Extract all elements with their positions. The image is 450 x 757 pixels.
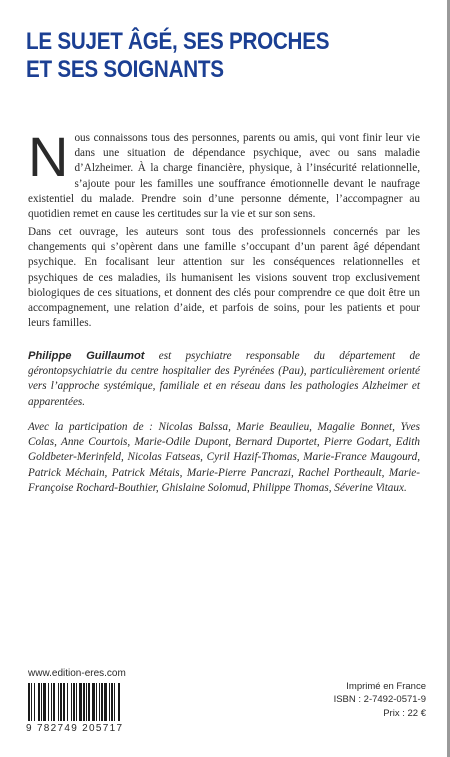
title-line-1: LE SUJET ÂGÉ, SES PROCHES [26,28,330,55]
printed-in: Imprimé en France [346,681,426,692]
contributors-paragraph: Avec la participation de : Nicolas Balssa, Marie Beaulieu, Magalie Bonnet, Yves Colas, Anne Courtois, Marie-Odile Dupont, Bernard Duportet, Pierre Godart, Edith Goldbeter-Merinfeld, Nicolas Fatseas, Cyril Hazif-Thomas, Marie-France Maugourd, Patrick Méchain, Patrick Métais, Marie-Pierre Pancrazi, Rachel Portheault, Marie-Françoise Rochard-Bouthier, Ghislaine Solomud, Philippe Thomas, Séverine Vitaux. [28,421,420,494]
barcode-image [26,683,144,723]
barcode-digits: 9 782749 205717 [26,723,124,734]
summary-paragraph-1-text: ous connaissons tous des personnes, parents ou amis, qui vont finir leur vie dans une situation de dépendance psychique, avec ou sans maladie d’Alzheimer. À la charge financière, physique, à l’insécurité relationnelle, s’ajoute pour les familles une souffrance émotionnelle devant le naufrage existentiel du malade. Prendre soin d’une personne démente, l’accompagner au quotidien remet en cause les certitudes sur la vie et sur son sens. [28,132,420,221]
summary-paragraph-2: Dans cet ouvrage, les auteurs sont tous des professionnels concernés par les changements qui s’opèrent dans une famille s’occupant d’un parent âgé dépendant psychique. En focalisant leur attention sur les conséquences relationnelles et psychiques de ces maladies, ils humanisent les visions souvent trop exclusivement biologiques de ces situations, et donnent des clés pour comprendre ce que doit être un accompagnement, une relation d’aide, et parfois de soins, pour les patients et pour leurs familles. [28,226,420,330]
author-bio [28,349,420,410]
price: Prix : 22 € [383,708,426,719]
book-title [26,28,379,84]
author-bio-text: est psychiatre responsable du département de gérontopsychiatrie du centre hospitalier des Pyrénées (Pau), particulièrement orienté vers l’approche systémique, familiale et en réseau dans les pathologies Alzheimer et apparentées. [28,350,421,408]
title-line-2: ET SES SOIGNANTS [26,56,224,83]
drop-cap: N [28,125,69,188]
isbn: ISBN : 2-7492-0571-9 [333,694,426,705]
author-name: Philippe Guillaumot [28,350,145,362]
publisher-url: www.edition-eres.com [28,668,126,679]
summary-paragraph-1 [28,125,420,222]
